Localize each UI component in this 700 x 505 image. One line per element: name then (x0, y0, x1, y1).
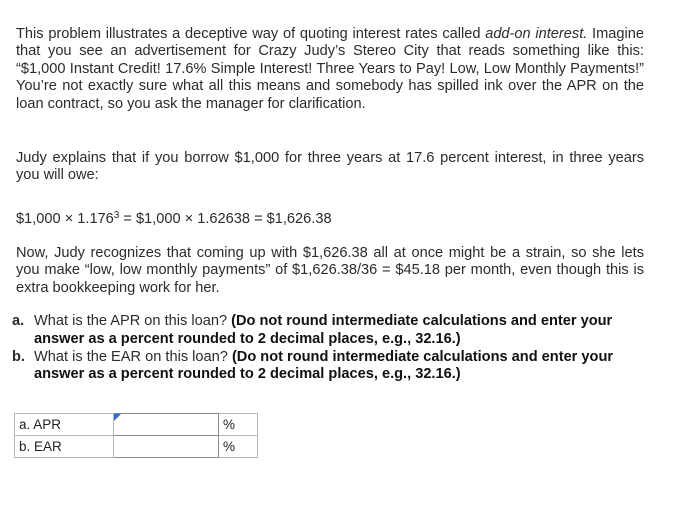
input-marker-icon (114, 414, 121, 421)
equation-pre: $1,000 × 1.176 (16, 211, 114, 227)
problem-intro (16, 26, 644, 113)
ear-unit: % (219, 436, 258, 458)
answer-table (14, 413, 258, 458)
equation-exponent: 3 (113, 210, 120, 221)
question-a-text: What is the APR on this loan? (34, 313, 232, 329)
intro-rest-text: Imagine that you see an advertisement for Crazy Judy’s Stereo City that reads something like this: “$1,000 Instant Credit! 17.6% Simple Interest! Three Years to Pay! Low, Low Monthly Payments!” You’re not exactly sure what all this means and somebody has spilled ink over the APR on the loan contract, so you ask the manager for clarification. (16, 26, 644, 112)
question-a-letter: a. (12, 313, 25, 329)
apr-input-cell[interactable] (114, 414, 219, 436)
question-a (12, 313, 662, 349)
answer-row-ear (15, 436, 258, 458)
judy-explanation: Judy explains that if you borrow $1,000 for three years at 17.6 percent interest, in three years you will owe: (16, 150, 644, 184)
payments-paragraph: Now, Judy recognizes that coming up with $1,626.38 all at once might be a strain, so she lets you make “low, low monthly payments” of $1,626.38/36 = $45.18 per month, even though this is extra bookkeeping work for her. (16, 245, 644, 296)
ear-input-cell[interactable] (114, 436, 219, 458)
ear-input[interactable] (114, 437, 218, 457)
equation (16, 207, 644, 228)
question-b (12, 349, 662, 385)
intro-text: This problem illustrates a deceptive way of quoting interest rates called (16, 26, 486, 42)
equation-post: = $1,000 × 1.62638 = $1,626.38 (119, 211, 332, 227)
question-list (12, 313, 662, 384)
question-b-letter: b. (12, 348, 25, 365)
question-b-text: What is the EAR on this loan? (34, 348, 232, 365)
apr-label: a. APR (15, 414, 114, 436)
question-a-instruction: (Do not round intermediate calculations and enter your answer as a percent rounded to 2 decimal places, e.g., 32.16.) (34, 313, 613, 347)
apr-unit: % (219, 414, 258, 436)
add-on-interest-term: add-on interest. (485, 26, 588, 42)
apr-input[interactable] (114, 415, 218, 435)
ear-label: b. EAR (15, 436, 114, 458)
question-b-instruction: (Do not round intermediate calculations and enter your answer as a percent rounded to 2 decimal places, e.g., 32.16.) (34, 348, 614, 383)
answer-row-apr (15, 414, 258, 436)
